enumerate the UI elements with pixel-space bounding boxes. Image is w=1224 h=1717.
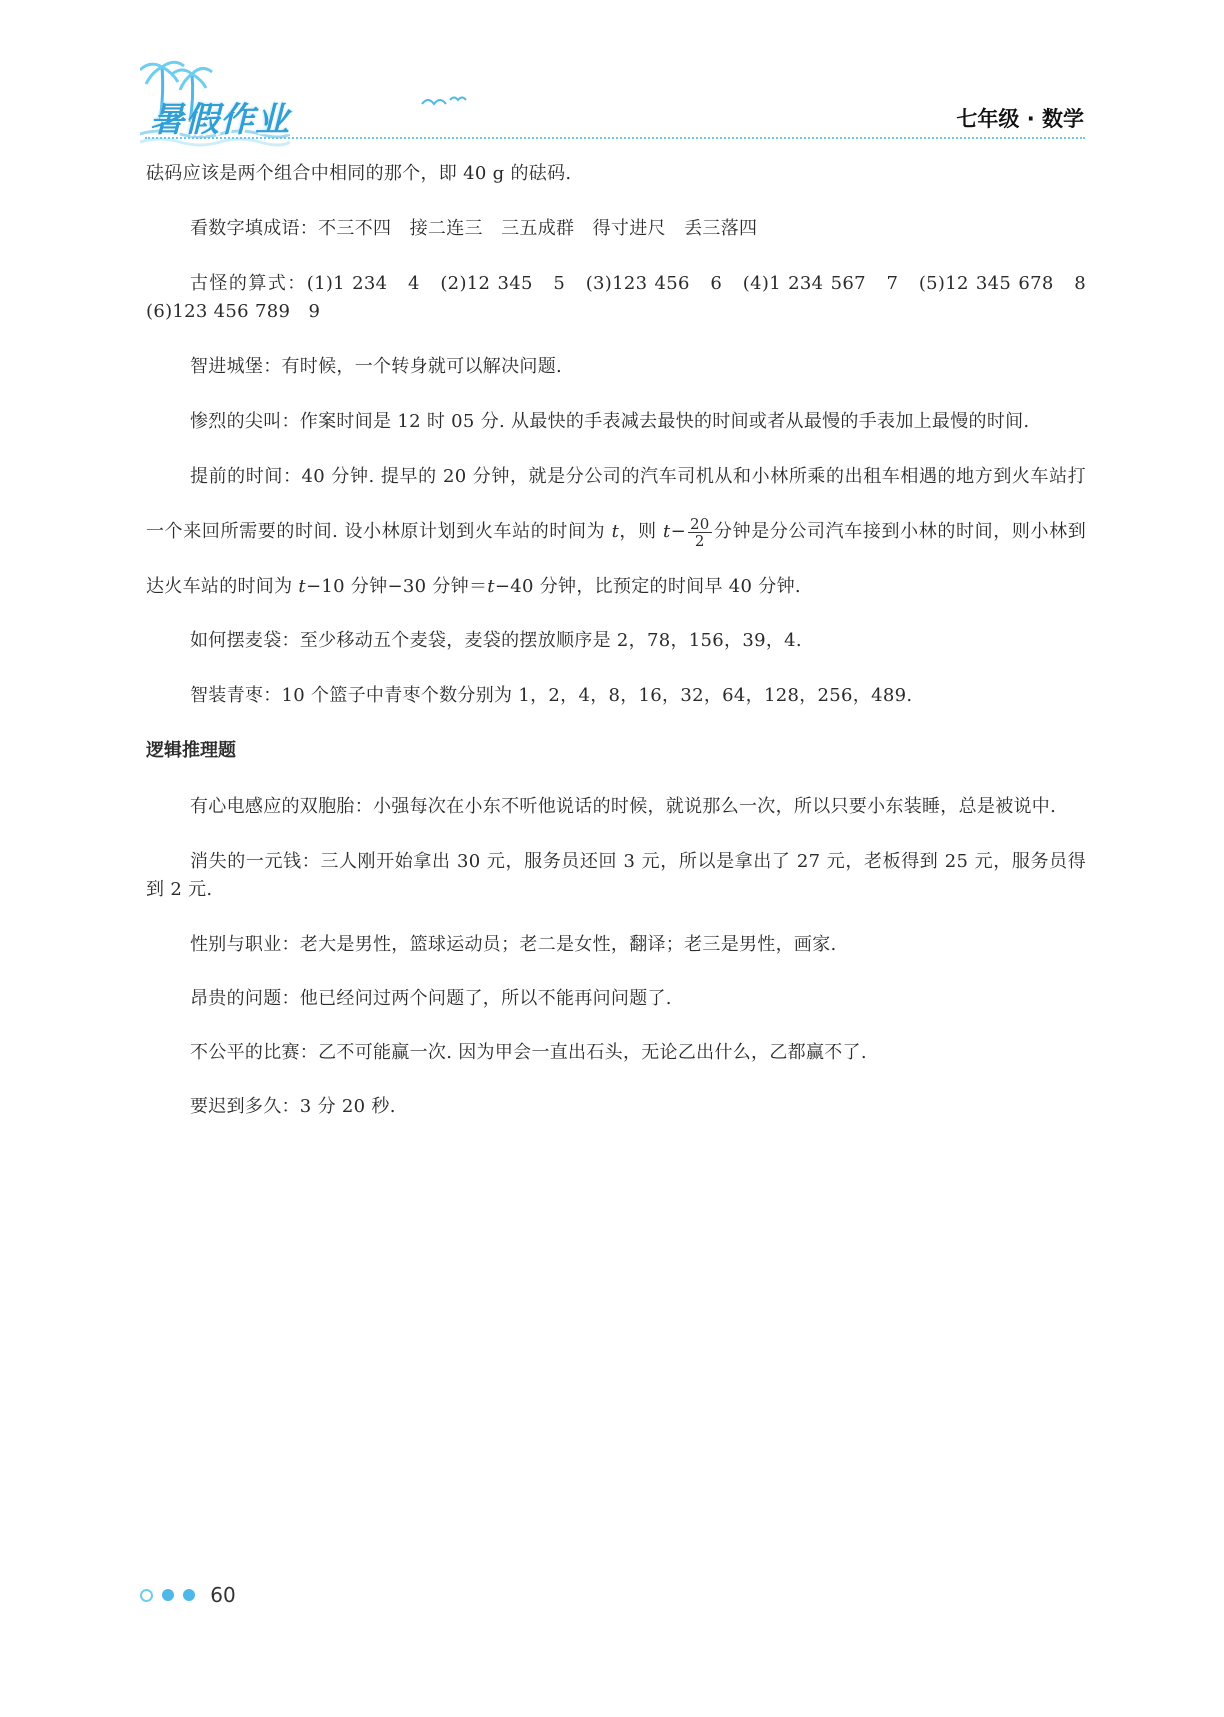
variable-t: t bbox=[298, 576, 306, 597]
paragraph: 古怪的算式：(1)1 234 4 (2)12 345 5 (3)123 456 6 (4)1 234 567 7 (5)12 345 678 8 (6)123 456 789 9 bbox=[146, 273, 1105, 322]
circle-filled-icon bbox=[162, 1589, 174, 1601]
variable-t: t bbox=[487, 576, 495, 597]
paragraph-with-formula bbox=[146, 449, 1086, 614]
paragraph: 要迟到多久：3 分 20 秒. bbox=[190, 1096, 396, 1117]
paragraph: 砝码应该是两个组合中相同的那个，即 40 g 的砝码. bbox=[146, 163, 572, 184]
fraction-denominator: 2 bbox=[694, 531, 705, 550]
text-run: 分钟是分公司汽车接到小林的时间，则小林到达火车站的时间为 bbox=[146, 521, 1087, 597]
section-heading: 逻辑推理题 bbox=[146, 740, 236, 761]
text-run: −40 分钟，比预定的时间早 40 分钟. bbox=[494, 576, 801, 597]
fraction-numerator: 20 bbox=[689, 514, 710, 533]
seagull-icon bbox=[420, 92, 470, 112]
paragraph: 智进城堡：有时候，一个转身就可以解决问题. bbox=[190, 356, 563, 377]
grade-subject-label: 七年级 · 数学 bbox=[956, 107, 1084, 131]
paragraph: 看数字填成语：不三不四 接二连三 三五成群 得寸进尺 丢三落四 bbox=[190, 218, 758, 239]
text-run: −10 分钟−30 分钟＝ bbox=[305, 576, 488, 597]
logo-title: 暑假作业 bbox=[150, 100, 290, 140]
page-number: 60 bbox=[210, 1583, 236, 1607]
text-run: ，则 bbox=[619, 521, 664, 542]
header-divider bbox=[145, 137, 1085, 139]
text-run: 提前的时间：40 分钟. 提早的 20 分钟，就是分公司的汽车司机从和小林所乘的出租车相遇的地方到火车站打一个来回所需要的时间. 设小林原计划到火车站的时间为 bbox=[146, 466, 1086, 542]
paragraph: 有心电感应的双胞胎：小强每次在小东不听他说话的时候，就说那么一次，所以只要小东装睡，总是被说中. bbox=[190, 796, 1057, 817]
paragraph: 智装青枣：10 个篮子中青枣个数分别为 1，2，4，8，16，32，64，128，256，489. bbox=[190, 685, 913, 706]
circle-filled-icon bbox=[183, 1589, 195, 1601]
paragraph: 消失的一元钱：三人刚开始拿出 30 元，服务员还回 3 元，所以是拿出了 27 元，老板得到 25 元，服务员得到 2 元. bbox=[146, 851, 1086, 900]
paragraph: 如何摆麦袋：至少移动五个麦袋，麦袋的摆放顺序是 2，78，156，39，4. bbox=[190, 630, 802, 651]
page-header bbox=[0, 0, 1224, 150]
paragraph: 昂贵的问题：他已经问过两个问题了，所以不能再问问题了. bbox=[190, 988, 672, 1009]
paragraph: 惨烈的尖叫：作案时间是 12 时 05 分. 从最快的手表减去最快的时间或者从最慢的手表加上最慢的时间. bbox=[190, 411, 1030, 432]
page-footer bbox=[140, 1583, 236, 1613]
variable-t: t bbox=[611, 521, 620, 542]
minus-sign: − bbox=[670, 521, 686, 542]
circle-outline-icon bbox=[140, 1589, 153, 1602]
paragraph: 性别与职业：老大是男性，篮球运动员；老二是女性，翻译；老三是男性，画家. bbox=[190, 934, 837, 955]
paragraph: 不公平的比赛：乙不可能赢一次. 因为甲会一直出石头，无论乙出什么，乙都赢不了. bbox=[190, 1042, 867, 1063]
fraction bbox=[688, 516, 712, 549]
variable-t: t bbox=[663, 521, 671, 542]
answer-content bbox=[146, 160, 1105, 1147]
